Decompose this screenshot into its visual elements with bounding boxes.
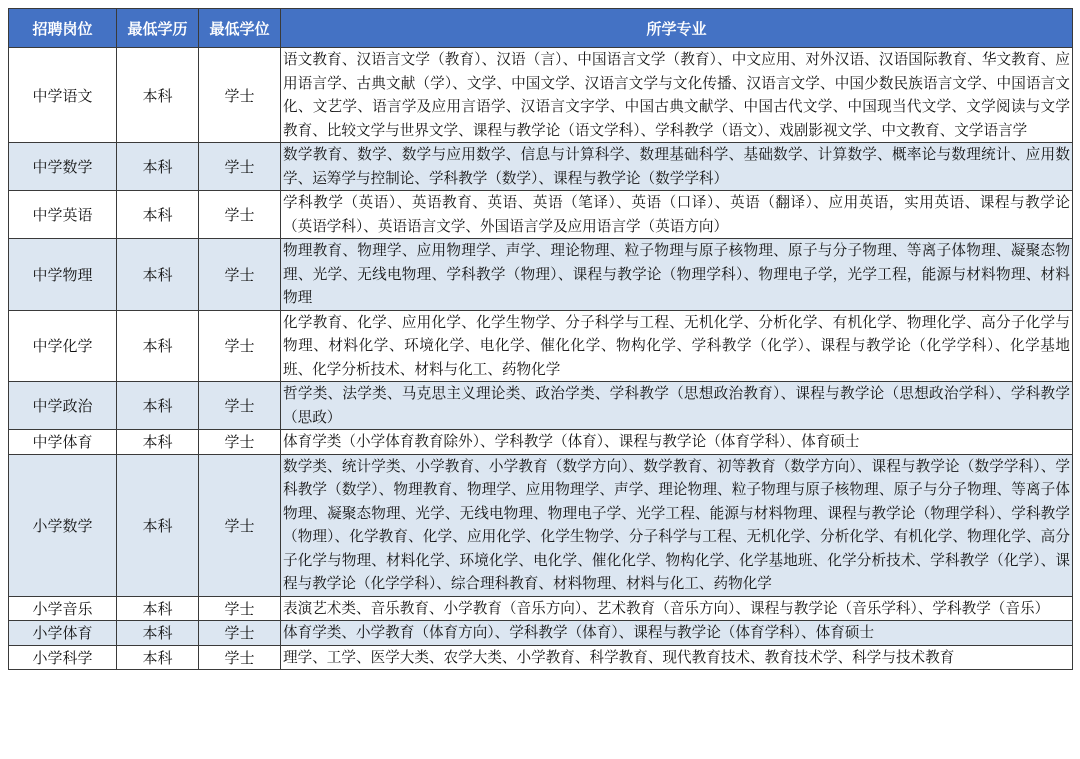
cell-degree: 学士	[199, 143, 281, 191]
table-row	[9, 143, 1073, 191]
cell-education: 本科	[117, 382, 199, 430]
table-row	[9, 310, 1073, 382]
table-row	[9, 454, 1073, 596]
cell-majors: 学科教学（英语）、英语教育、英语、英语（笔译）、英语（口译）、英语（翻译）、应用英语，实用英语、课程与教学论（英语学科）、英语语言文学、外国语言学及应用语言学（英语方向）	[281, 191, 1073, 239]
cell-degree: 学士	[199, 48, 281, 143]
cell-position: 中学物理	[9, 239, 117, 311]
table-row	[9, 382, 1073, 430]
cell-majors: 哲学类、法学类、马克思主义理论类、政治学类、学科教学（思想政治教育）、课程与教学论（思想政治学科）、学科教学（思政）	[281, 382, 1073, 430]
table-row	[9, 621, 1073, 646]
cell-education: 本科	[117, 454, 199, 596]
cell-degree: 学士	[199, 645, 281, 670]
cell-position: 小学数学	[9, 454, 117, 596]
cell-majors: 数学教育、数学、数学与应用数学、信息与计算科学、数理基础科学、基础数学、计算数学、概率论与数理统计、应用数学、运筹学与控制论、学科教学（数学）、课程与教学论（数学学科）	[281, 143, 1073, 191]
header-education: 最低学历	[117, 9, 199, 48]
cell-majors: 理学、工学、医学大类、农学大类、小学教育、科学教育、现代教育技术、教育技术学、科学与技术教育	[281, 645, 1073, 670]
cell-education: 本科	[117, 191, 199, 239]
cell-position: 中学语文	[9, 48, 117, 143]
cell-majors: 体育学类（小学体育教育除外）、学科教学（体育）、课程与教学论（体育学科）、体育硕士	[281, 430, 1073, 455]
cell-degree: 学士	[199, 454, 281, 596]
cell-position: 中学化学	[9, 310, 117, 382]
header-degree: 最低学位	[199, 9, 281, 48]
cell-position: 中学政治	[9, 382, 117, 430]
cell-education: 本科	[117, 48, 199, 143]
cell-majors: 物理教育、物理学、应用物理学、声学、理论物理、粒子物理与原子核物理、原子与分子物理、等离子体物理、凝聚态物理、光学、无线电物理、学科教学（物理）、课程与教学论（物理学科）、物理电子学，光学工程，能源与材料物理、材料物理	[281, 239, 1073, 311]
cell-degree: 学士	[199, 430, 281, 455]
table-row	[9, 645, 1073, 670]
table-row	[9, 191, 1073, 239]
cell-position: 中学数学	[9, 143, 117, 191]
cell-education: 本科	[117, 621, 199, 646]
recruitment-table	[8, 8, 1073, 670]
cell-position: 小学科学	[9, 645, 117, 670]
header-majors: 所学专业	[281, 9, 1073, 48]
cell-education: 本科	[117, 143, 199, 191]
cell-degree: 学士	[199, 191, 281, 239]
cell-majors: 语文教育、汉语言文学（教育）、汉语（言）、中国语言文学（教育）、中文应用、对外汉语、汉语国际教育、华文教育、应用语言学、古典文献（学）、文学、中国文学、汉语言文学与文化传播、汉语言文学、中国少数民族语言文学、中国语言文化、文艺学、语言学及应用言语学、汉语言文字学、中国古典文献学、中国古代文学、中国现当代文学、文学阅读与文学教育、比较文学与世界文学、课程与教学论（语文学科）、学科教学（语文）、戏剧影视文学、中文教育、文学语言学	[281, 48, 1073, 143]
cell-majors: 化学教育、化学、应用化学、化学生物学、分子科学与工程、无机化学、分析化学、有机化学、物理化学、高分子化学与物理、材料化学、环境化学、电化学、催化化学、物构化学、学科教学（化学）、课程与教学论（化学学科）、化学基地班、化学分析技术、材料与化工、药物化学	[281, 310, 1073, 382]
cell-education: 本科	[117, 430, 199, 455]
cell-degree: 学士	[199, 382, 281, 430]
cell-majors: 体育学类、小学教育（体育方向）、学科教学（体育）、课程与教学论（体育学科）、体育硕士	[281, 621, 1073, 646]
table-row	[9, 239, 1073, 311]
table-row	[9, 48, 1073, 143]
cell-position: 小学体育	[9, 621, 117, 646]
cell-education: 本科	[117, 596, 199, 621]
cell-majors: 表演艺术类、音乐教育、小学教育（音乐方向）、艺术教育（音乐方向）、课程与教学论（音乐学科）、学科教学（音乐）	[281, 596, 1073, 621]
cell-majors: 数学类、统计学类、小学教育、小学教育（数学方向）、数学教育、初等教育（数学方向）、课程与教学论（数学学科）、学科教学（数学）、物理教育、物理学、应用物理学、声学、理论物理、粒子物理与原子核物理、原子与分子物理、等离子体物理、凝聚态物理、光学、无线电物理、物理电子学、光学工程、能源与材料物理、课程与教学论（物理学科）、学科教学（物理）、化学教育、化学、应用化学、化学生物学、分子科学与工程、无机化学、分析化学、有机化学、物理化学、高分子化学与物理、材料化学、环境化学、电化学、催化化学、物构化学、化学基地班、化学分析技术、学科教学（化学）、课程与教学论（化学学科）、综合理科教育、材料物理、材料与化工、药物化学	[281, 454, 1073, 596]
cell-education: 本科	[117, 310, 199, 382]
cell-position: 中学英语	[9, 191, 117, 239]
table-header-row	[9, 9, 1073, 48]
cell-degree: 学士	[199, 596, 281, 621]
cell-position: 中学体育	[9, 430, 117, 455]
cell-position: 小学音乐	[9, 596, 117, 621]
cell-degree: 学士	[199, 310, 281, 382]
cell-education: 本科	[117, 239, 199, 311]
header-position: 招聘岗位	[9, 9, 117, 48]
cell-degree: 学士	[199, 239, 281, 311]
cell-degree: 学士	[199, 621, 281, 646]
table-row	[9, 430, 1073, 455]
cell-education: 本科	[117, 645, 199, 670]
table-row	[9, 596, 1073, 621]
